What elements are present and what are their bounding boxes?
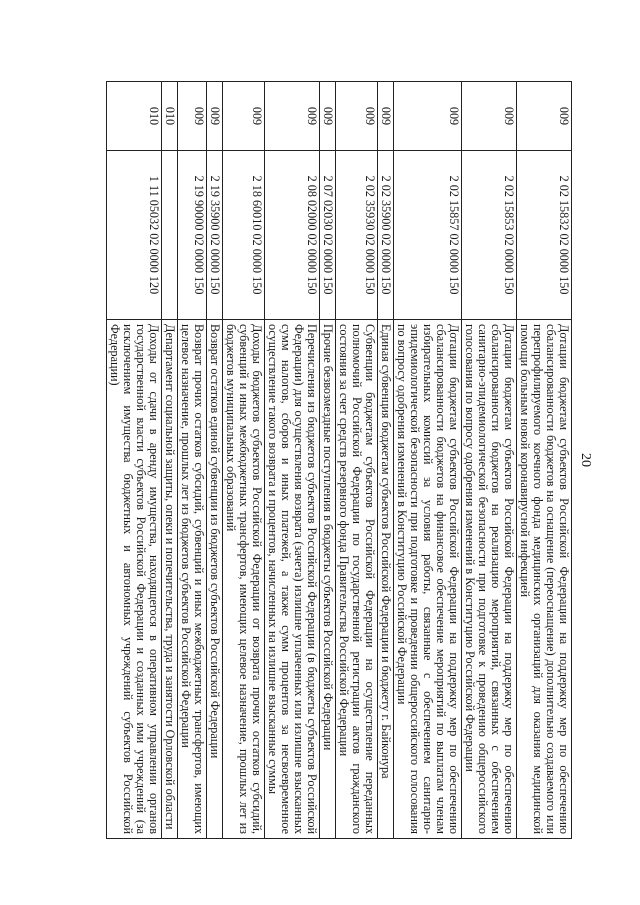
budget-codes-table (106, 81, 572, 839)
income-name-cell: Возврат остатков единой субвенции из бюджетов субъектов Российской Федерации (207, 320, 223, 839)
kbk-code-cell: 2 02 35930 02 0000 150 (336, 151, 378, 320)
kbk-code-cell: 2 08 02000 02 0000 150 (265, 151, 320, 320)
income-name-cell: Прочие безвозмездные поступления в бюджеты субъектов Российской Федерации (320, 320, 336, 839)
rotated-page (38, 81, 598, 839)
kbk-code-cell: 2 18 60010 02 0000 150 (223, 151, 265, 320)
kbk-code-cell: 2 19 35900 02 0000 150 (207, 151, 223, 320)
income-name-cell: Перечисления из бюджетов субъектов Российской Федерации (в бюджеты субъектов Российской Федерации) для осуществления возврата (зачета) излишне уплаченных или излишне взысканных сумм налогов, сборов и иных платежей, а также сумм процентов за несвоевременное осуществление такого возврата и процентов, начисленных на излишне взысканные суммы (265, 320, 320, 839)
income-name-cell: Субвенции бюджетам субъектов Российской Федерации на осуществление переданных полномочий Российской Федерации по государственной регистрации актов гражданского состояния за счет средств резервного фонда Правительства Российской Федерации (336, 320, 378, 839)
admin-code-cell: 009 (223, 82, 265, 151)
income-name-cell: Дотации бюджетам субъектов Российской Федерации на поддержку мер по обеспечению сбалансированности бюджетов на оснащение (переоснащение) дополнительно создаваемого или перепрофилируемого коечного фонда медицинских организаций для оказания медицинской помощи больным новой коронавирусной инфекцией (517, 320, 572, 839)
admin-code-cell: 009 (394, 82, 462, 151)
table-row (517, 82, 572, 839)
table-row (336, 82, 378, 839)
income-name-cell: Дотации бюджетам субъектов Российской Федерации на поддержку мер по обеспечению сбалансированности бюджетов на реализацию мероприятий, связанных с обеспечением санитарно-эпидемиологической безопасности при подготовке к проведению общероссийского голосования по вопросу одобрения изменений в Конституцию Российской Федерации (462, 320, 517, 839)
kbk-code-cell: 2 19 90000 02 0000 150 (178, 151, 207, 320)
table-row (394, 82, 462, 839)
kbk-code-cell (162, 151, 178, 320)
income-name-cell: Доходы бюджетов субъектов Российской Федерации от возврата прочих остатков субсидий, субвенций и иных межбюджетных трансфертов, имеющих целевое назначение, прошлых лет из бюджетов муниципальных образований (223, 320, 265, 839)
table-row (207, 82, 223, 839)
table-row (162, 82, 178, 839)
kbk-code-cell: 2 02 35900 02 0000 150 (378, 151, 394, 320)
table-row (265, 82, 320, 839)
table-row (378, 82, 394, 839)
admin-code-cell: 009 (320, 82, 336, 151)
table-row (107, 82, 162, 839)
admin-code-cell: 009 (462, 82, 517, 151)
kbk-code-cell: 1 11 05032 02 0000 120 (107, 151, 162, 320)
kbk-code-cell: 2 02 15853 02 0000 150 (462, 151, 517, 320)
admin-code-cell: 009 (207, 82, 223, 151)
income-name-cell: Дотации бюджетам субъектов Российской Федерации на поддержку мер по обеспечению сбалансированности бюджетов на финансовое обеспечение мероприятий по выплатам членам избирательных комиссий за условия работы, связанные с обеспечением санитарно-эпидемиологической безопасности при подготовке и проведении общероссийского голосования по вопросу одобрения изменений в Конституцию Российской Федерации (394, 320, 462, 839)
admin-code-cell: 009 (378, 82, 394, 151)
kbk-code-cell: 2 07 02030 02 0000 150 (320, 151, 336, 320)
income-name-cell: Единая субвенция бюджетам субъектов Российской Федерации и бюджету г. Байконура (378, 320, 394, 839)
income-name-cell: Доходы от сдачи в аренду имущества, находящегося в оперативном управлении органов государственной власти субъектов Российской Федерации и созданных ими учреждений (за исключением имущества бюджетных и автономных учреждений субъектов Российской Федерации) (107, 320, 162, 839)
income-name-cell: Возврат прочих остатков субсидий, субвенций и иных межбюджетных трансфертов, имеющих целевое назначение, прошлых лет из бюджетов субъектов Российской Федерации (178, 320, 207, 839)
admin-code-cell: 009 (517, 82, 572, 151)
table-row (178, 82, 207, 839)
kbk-code-cell: 2 02 15857 02 0000 150 (394, 151, 462, 320)
admin-code-cell: 009 (178, 82, 207, 151)
page-number: 20 (578, 453, 593, 467)
income-name-cell: Департамент социальной защиты, опеки и попечительства, труда и занятости Орловской области (162, 320, 178, 839)
admin-code-cell: 010 (162, 82, 178, 151)
table-row (462, 82, 517, 839)
kbk-code-cell: 2 02 15832 02 0000 150 (517, 151, 572, 320)
table-row (320, 82, 336, 839)
admin-code-cell: 010 (107, 82, 162, 151)
table-row (223, 82, 265, 839)
admin-code-cell: 009 (265, 82, 320, 151)
admin-code-cell: 009 (336, 82, 378, 151)
